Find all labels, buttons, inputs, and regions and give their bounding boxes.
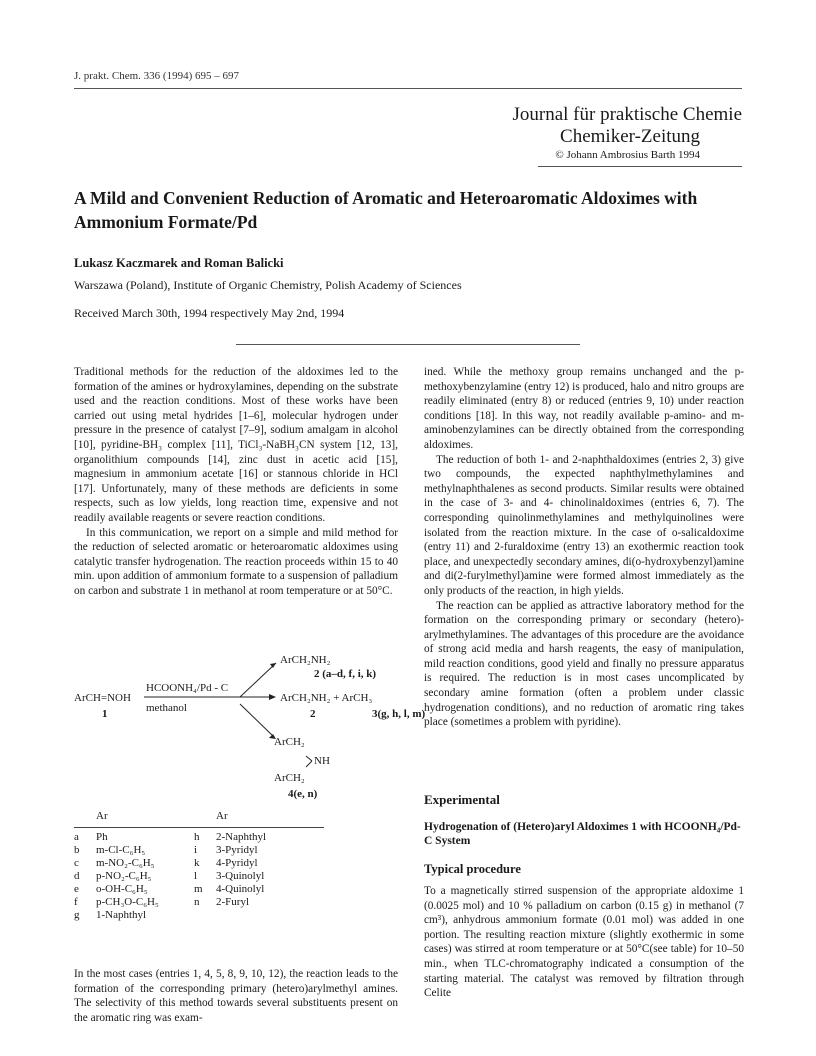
row-letter-2: h: [194, 831, 200, 843]
row-value: p-CH₃O-C₆H₅: [96, 896, 159, 908]
hydrogenation-heading: Hydrogenation of (Hetero)aryl Aldoximes 1 with HCOONH₄/Pd-C System: [424, 821, 741, 847]
row-value-2: 2-Furyl: [216, 896, 249, 908]
right-column-text: [424, 365, 744, 730]
paragraph-procedure: To a magnetically stirred suspension of the appropriate aldoxime 1 (0.0025 mol) and 10 % palladium on carbon (0.15 g) in methanol (7 cm³), anhydrous ammonium formate (0.01 mol) was added in one portion. The resulting reaction mixture (slightly exothermic in some cases) was stirred at room temperature or at 50°C(see table) for 10–50 min., when TLC-chromatography indicated a consumption of the starting material. The catalyst was removed by filtration through Celite: [424, 885, 744, 1000]
row-value-2: 2-Naphthyl: [216, 831, 267, 843]
bond-down: [306, 761, 312, 767]
row-value: 1-Naphthyl: [96, 909, 147, 921]
journal-citation: J. prakt. Chem. 336 (1994) 695 – 697: [74, 70, 239, 82]
paragraph-communication: In this communication, we report on a simple and mild method for the reduction of selected aromatic or heteroaromatic aldoximes using catalytic transfer hydrogenation. The reaction proceeds within 15 to 40 min. upon addition of ammonium formate to a suspension of palladium on carbon and substrate 1 in methanol at room temperature or at 50°C.: [74, 526, 398, 597]
solvent-label: methanol: [146, 702, 187, 714]
product-bot-arch2-top: ArCH₂: [274, 736, 305, 748]
arrow-up: [240, 663, 276, 697]
table-row: [74, 896, 324, 908]
journal-name: Journal für praktische Chemie: [512, 104, 742, 125]
product-top-number: 2 (a–d, f, i, k): [314, 668, 377, 680]
ar-table-rule: [74, 827, 324, 828]
paragraph-results: In the most cases (entries 1, 4, 5, 8, 9, 10, 12), the reaction leads to the formation of the corresponding primary (hetero)arylmethyl amines. The selectivity of this method towards several substituents present on the aromatic ring was exam-: [74, 968, 398, 1024]
row-value: p-NO₂-C₆H₅: [96, 870, 152, 882]
row-value-2: 3-Pyridyl: [216, 844, 258, 856]
article-authors: Lukasz Kaczmarek and Roman Balicki: [74, 256, 284, 270]
ar-header-left: Ar: [96, 810, 108, 822]
table-row: [74, 909, 324, 921]
row-letter: f: [74, 896, 78, 908]
table-row: [74, 883, 324, 895]
paragraph-advantages: The reaction can be applied as attractive laboratory method for the formation on the corresponding primary or secondary (hetero)-arylmethylamines. The advantages of this procedure are the avoidance of strong acid media and harsh reagents, the easy of manipulation, mild reaction conditions, good yield and finally no pressure apparatus is required. The reduction is in most cases uncomplicated by secondary amine formation (often a problem under classic hydrogenation conditions), and no reduction of aromatic ring takes place (sometimes a problem with pyridine).: [424, 599, 744, 729]
row-letter-2: i: [194, 844, 198, 856]
paragraph-intro: Traditional methods for the reduction of the aldoximes led to the formation of the amines or hydroxylamines, depending on the substrate used and the reaction conditions. Most of these works have been carried out using metal hydrides [1–6], molecular hydrogen under pressure in the presence of catalyst [7–9], sodium amalgam in alcohol [10], pyridine-BH₃ complex [11], TiCl₃-NaBH₃CN system [12, 13], organolithium compounds [14], zinc dust in acetic acid [15], magnesium in ammonium acetate [16] or stannous chloride in HCl [17]. Unfortunately, many of these methods are deficients in some respects, such as low yields, long reaction time, expensive and not readily available reagents or severe reaction conditions.: [74, 366, 398, 524]
product-bot-nh: NH: [314, 755, 330, 767]
typical-procedure-heading: Typical procedure: [424, 862, 521, 876]
section-divider: [236, 344, 580, 345]
row-letter-2: n: [194, 896, 200, 908]
row-value-2: 4-Quinolyl: [216, 883, 265, 895]
reaction-scheme: [74, 650, 426, 840]
row-letter: d: [74, 870, 80, 882]
left-column-text: [74, 365, 398, 599]
row-value: o-OH-C₆H₅: [96, 883, 148, 895]
row-value: m-NO₂-C₆H₅: [96, 857, 155, 869]
table-row: [74, 857, 324, 869]
row-letter-2: k: [194, 857, 200, 869]
product-top-formula: ArCH₂NH₂: [280, 654, 331, 666]
reactant-number: 1: [102, 708, 108, 720]
product-bot-number: 4(e, n): [288, 788, 318, 800]
row-value-2: 3-Quinolyl: [216, 870, 265, 882]
table-row: [74, 844, 324, 856]
product-bot-arch2-bottom: ArCH₂: [274, 772, 305, 784]
row-letter-2: l: [194, 870, 198, 882]
experimental-heading: Experimental: [424, 792, 500, 807]
article-title: A Mild and Convenient Reduction of Aromatic and Heteroaromatic Aldoximes with Ammonium Formate/Pd: [74, 188, 698, 232]
product-mid-number-3: 3(g, h, l, m): [372, 708, 426, 720]
row-letter-2: m: [194, 883, 203, 895]
experimental-text: [424, 884, 744, 1001]
row-letter: g: [74, 909, 80, 921]
reactant-formula: ArCH=NOH: [74, 692, 131, 704]
left-column-continuation: [74, 967, 398, 1025]
paragraph-naphthaldoximes: The reduction of both 1- and 2-naphthaldoximes (entries 2, 3) give two compounds, the expected naphthylmethylamines and methylnaphthalenes as second products. Similar results were obtained in the case of 3- and 4- chinolinaldoximes (entries 6, 7). The corresponding quinolinmethylamines and methylquinolines were isolated from the reaction mixture. In the case of o-salicaldoxime (entry 11) and 2-furaldoxime (entry 13) an exothermic reaction took place, and unexpectedly secondary amines, di(o-hydroxybenzyl)amine and di(2-furylmethyl)amine were formed almost immediately as the only products of the reaction, in high yields.: [424, 453, 744, 597]
row-value: Ph: [96, 831, 108, 843]
reagent-label: HCOONH₄/Pd - C: [146, 682, 229, 694]
row-letter: c: [74, 857, 79, 869]
row-value: m-Cl-C₆H₅: [96, 844, 146, 856]
article-affiliation: Warszawa (Poland), Institute of Organic Chemistry, Polish Academy of Sciences: [74, 278, 462, 292]
table-row: [74, 831, 324, 843]
bond-up: [306, 756, 312, 761]
journal-subname: Chemiker-Zeitung: [560, 126, 700, 147]
product-mid-formula: ArCH₂NH₂ + ArCH₃: [280, 692, 373, 704]
arrowhead-main: [269, 694, 276, 700]
paragraph-substituents: ined. While the methoxy group remains unchanged and the p-methoxybenzylamine (entry 12) is produced, halo and nitro groups are readily eliminated (entry 8) or reduced (entries 9, 10) under reaction conditions [18]. In this way, not readily available p-amino- and m-aminobenzylamines can be directly obtained from the corresponding aldoximes.: [424, 366, 744, 451]
copyright-line: © Johann Ambrosius Barth 1994: [555, 149, 700, 161]
product-mid-number-2: 2: [310, 708, 316, 720]
row-letter: b: [74, 844, 80, 856]
row-value-2: 4-Pyridyl: [216, 857, 258, 869]
arrow-down: [240, 704, 274, 737]
header-rule: [74, 88, 742, 89]
row-letter: e: [74, 883, 79, 895]
received-date: Received March 30th, 1994 respectively May 2nd, 1994: [74, 306, 345, 320]
row-letter: a: [74, 831, 79, 843]
journal-masthead: [442, 104, 742, 163]
ar-header-right: Ar: [216, 810, 228, 822]
table-row: [74, 870, 324, 882]
journal-rule: [538, 166, 742, 167]
